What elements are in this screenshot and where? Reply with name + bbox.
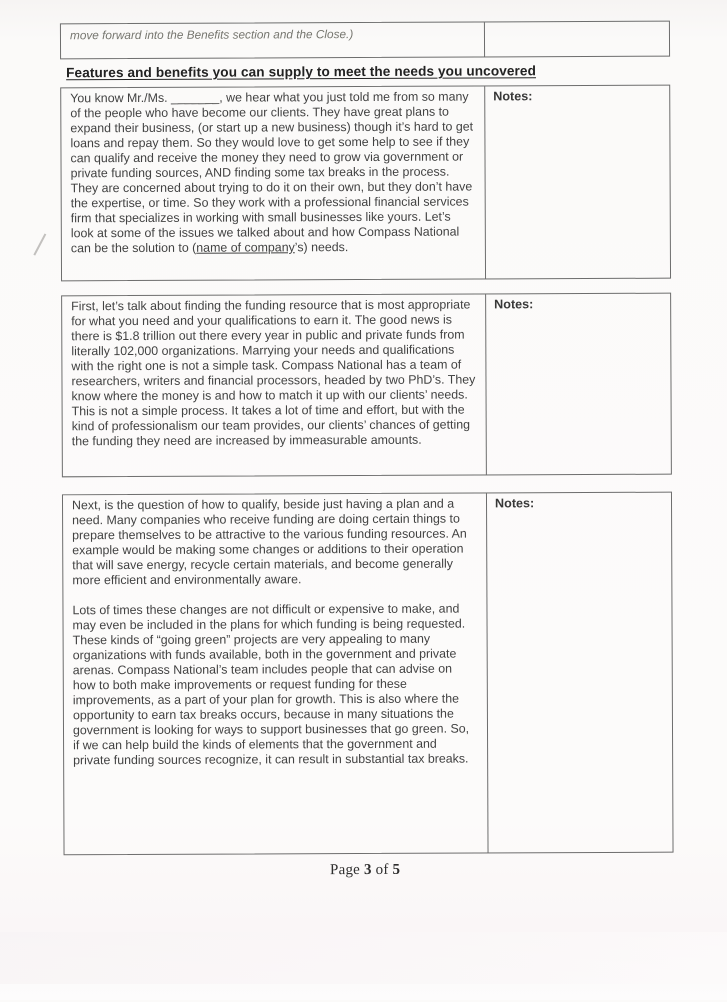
features-benefits-heading: Features and benefits you can supply to meet the needs you uncovered — [66, 63, 537, 81]
footer-page-word: Page — [330, 862, 361, 879]
script-text-after: ’s) needs. — [294, 240, 349, 255]
script-text-before-blank: You know Mr./Ms. _______, we hear what you just told me from so many of the people who have become our clients. They have great plans to expand their business, (or start up a new business) though it’s hard to get loans and repay them. So they would love to get some help to see if they can qualify and receive the money they need to grow via government or private funding sources, AND finding some tax breaks in the process. They are concerned about trying to do it on their own, but they don’t have the expertise, or time. So they work with a professional financial services firm that specializes in working with small businesses like yours. Let’s look at some of the issues we talked about and how Compass National can be the solution to ( — [70, 89, 474, 256]
notes-cell-intro — [484, 86, 670, 279]
script-text-intro — [61, 86, 485, 280]
continuation-text: move forward into the Benefits section and the Close.) — [69, 27, 354, 43]
notes-label: Notes: — [493, 89, 533, 104]
footer-of-word: of — [375, 861, 389, 878]
continuation-table — [60, 21, 670, 60]
script-text-funding — [62, 294, 486, 476]
script-text-qualify — [63, 493, 488, 854]
script-paragraph — [70, 90, 475, 257]
script-paragraph: Lots of times these changes are not difficult or expensive to make, and may even be included in the plans for which funding is being requested. These kinds of “going green” projects are very appealing to many organizations with funds available, both in the government and private arenas. Compass National’s team includes people that can advise on how to both make improvements or request funding for these improvements, as a part of your plan for growth. This is also where the opportunity to earn tax breaks occurs, because in many situations the government is looking for ways to support businesses that go green. So, if we can help build the kinds of elements that the government and private funding sources recognize, it can result in substantial tax breaks. — [72, 601, 470, 768]
name-of-company-placeholder: name of company — [196, 240, 295, 255]
notes-cell-funding — [485, 294, 671, 475]
notes-label: Notes: — [494, 297, 534, 312]
page-footer — [2, 860, 727, 880]
script-table-intro — [60, 85, 671, 282]
notes-cell-qualify — [486, 493, 673, 853]
script-paragraph: Next, is the question of how to qualify, beside just having a plan and a need. Many companies who receive funding are doing certain things to prepare themselves to be attractive to the various funding resources. An example would be making some changes or additions to their operation that will save energy, recycle certain materials, and become generally more efficient and environmentally aware. — [71, 496, 467, 588]
script-paragraph: First, let’s talk about finding the funding resource that is most appropriate for what you need and your qualifications to earn it. The good news is there is $1.8 trillion out there every year in public and private funds from literally 102,000 organizations. Marrying your needs and qualifications with the right one is not a simple task. Compass National has a team of researchers, writers and financial processors, headed by two PhD’s. They know where the money is and how to match it up with our clients’ needs. This is not a simple process. It takes a lot of time and effort, but with the kind of professionalism our team provides, our clients’ chances of getting the funding they need are increased by immeasurable amounts. — [71, 297, 476, 449]
margin-pen-mark — [33, 233, 46, 255]
continuation-notes-cell — [484, 22, 669, 57]
notes-label: Notes: — [494, 496, 535, 511]
footer-total-pages: 5 — [392, 861, 401, 878]
footer-page-number: 3 — [363, 861, 372, 879]
script-table-qualify — [62, 492, 674, 856]
script-table-funding — [61, 293, 672, 478]
